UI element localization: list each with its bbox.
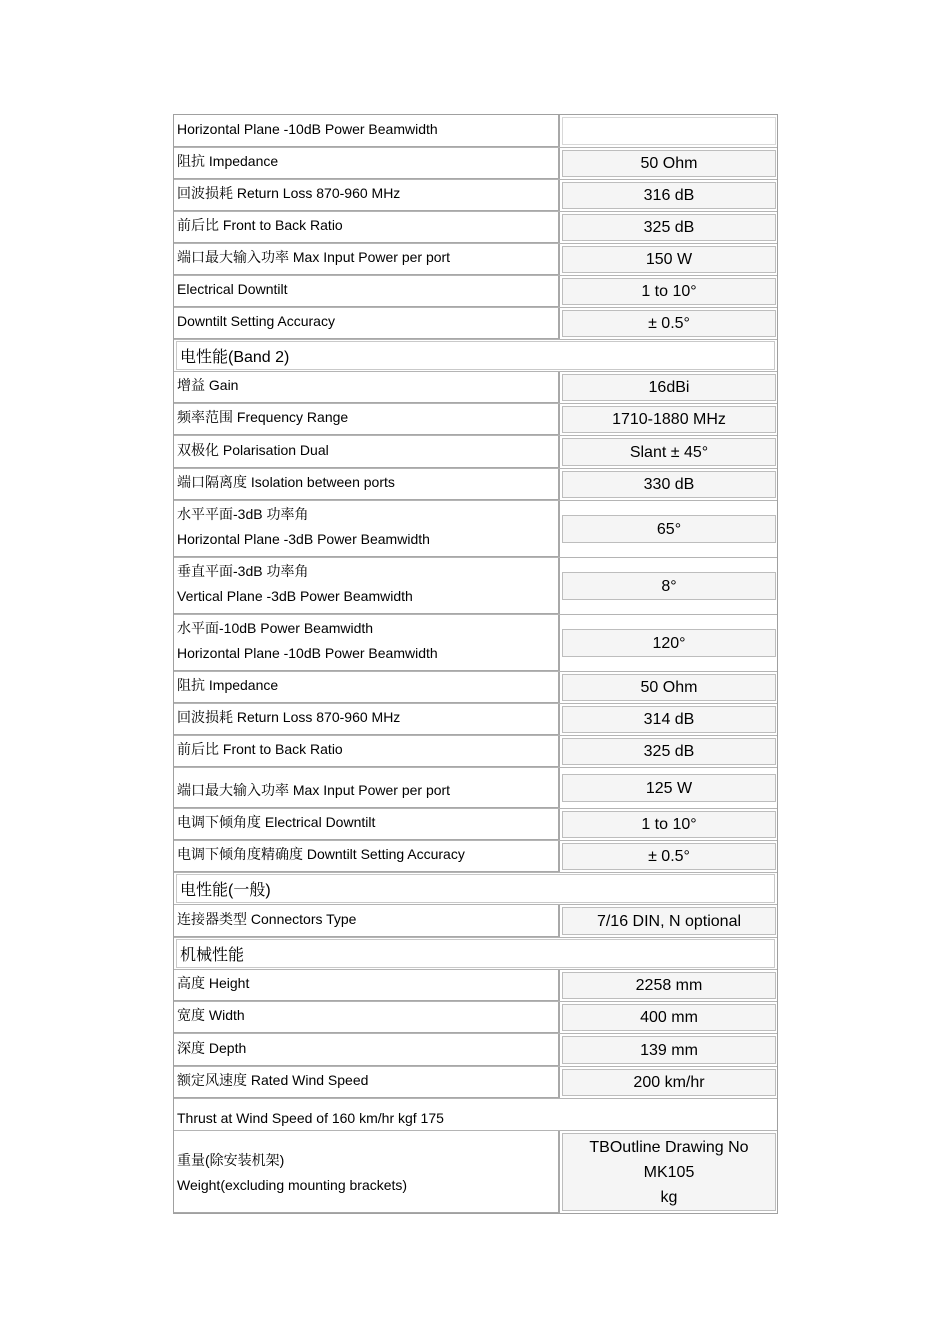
row-label: 增益 Gain [174,372,560,403]
section-title: 电性能(Band 2) [176,341,775,370]
table-row [174,905,777,938]
row-value: ± 0.5° [562,310,776,337]
row-label: 电调下倾角度精确度 Downtilt Setting Accuracy [174,841,560,872]
table-row [174,115,777,148]
value-line: TBOutline Drawing No [589,1138,749,1156]
value-line: kg [660,1188,678,1206]
row-value: 50 Ohm [562,674,776,701]
table-row [174,212,777,244]
row-value: 1 to 10° [562,811,776,838]
row-value: 200 km/hr [562,1069,776,1096]
row-value: 1710-1880 MHz [562,406,776,433]
row-label: 连接器类型 Connectors Type [174,905,560,937]
table-row [174,768,777,809]
table-row [174,244,777,276]
row-value [562,1133,776,1211]
table-row [174,469,777,501]
row-label-en: Vertical Plane -3dB Power Beamwidth [177,588,413,604]
row-value: 125 W [562,774,776,802]
row-value: 7/16 DIN, N optional [562,907,776,935]
row-label: 回波损耗 Return Loss 870-960 MHz [174,180,560,211]
row-value: 65° [562,515,776,543]
row-label: Horizontal Plane -10dB Power Beamwidth [174,115,560,147]
row-label: 前后比 Front to Back Ratio [174,212,560,243]
row-value: 400 mm [562,1004,776,1031]
row-value: 50 Ohm [562,150,776,177]
row-label: 宽度 Width [174,1002,560,1033]
row-value: 1 to 10° [562,278,776,305]
row-value: 2258 mm [562,972,776,999]
row-value: 325 dB [562,214,776,241]
table-row [174,436,777,469]
row-value: 8° [562,572,776,600]
section-row [174,873,777,905]
spec-table [173,114,778,1214]
row-value: 139 mm [562,1036,776,1064]
table-row [174,704,777,736]
row-value: 16dBi [562,374,776,401]
table-row [174,1067,777,1099]
row-label: 双极化 Polarisation Dual [174,436,560,468]
row-label: 高度 Height [174,970,560,1001]
table-row [174,615,777,672]
table-row [174,501,777,558]
row-label: 阻抗 Impedance [174,672,560,703]
row-value: Slant ± 45° [562,438,776,466]
row-label-cn: 水平平面-3dB 功率角 [177,506,309,522]
row-label: 端口最大输入功率 Max Input Power per port [174,244,560,275]
row-value: 330 dB [562,471,776,498]
section-row [174,340,777,372]
row-value: 314 dB [562,706,776,733]
row-value [562,117,776,145]
row-label-full: Thrust at Wind Speed of 160 km/hr kgf 175 [177,1110,444,1126]
row-label: 深度 Depth [174,1034,560,1066]
row-label: 前后比 Front to Back Ratio [174,736,560,767]
row-label: 回波损耗 Return Loss 870-960 MHz [174,704,560,735]
table-row [174,148,777,180]
row-label: 阻抗 Impedance [174,148,560,179]
row-label: 端口隔离度 Isolation between ports [174,469,560,500]
row-label: 端口最大输入功率 Max Input Power per port [174,768,560,808]
table-row [174,809,777,841]
table-row [174,841,777,873]
row-value: ± 0.5° [562,843,776,870]
table-row [174,970,777,1002]
row-label: Electrical Downtilt [174,276,560,307]
table-row [174,1034,777,1067]
row-label: 电调下倾角度 Electrical Downtilt [174,809,560,840]
row-label-en: Weight(excluding mounting brackets) [177,1176,408,1193]
table-row [174,1002,777,1034]
row-label: 额定风速度 Rated Wind Speed [174,1067,560,1098]
table-row [174,308,777,340]
table-row [174,404,777,436]
section-title: 电性能(一般) [176,874,775,903]
section-title: 机械性能 [176,939,775,968]
table-row [174,180,777,212]
table-row [174,1099,777,1131]
table-row [174,672,777,704]
row-label-en: Horizontal Plane -3dB Power Beamwidth [177,531,430,547]
row-label-cn: 水平面-10dB Power Beamwidth [177,620,374,636]
row-label-cn: 垂直平面-3dB 功率角 [177,563,309,579]
row-label-cn: 重量(除安装机架) [177,1151,285,1168]
row-label: Downtilt Setting Accuracy [174,308,560,339]
table-row [174,372,777,404]
value-line: MK105 [643,1163,695,1181]
table-row [174,1131,777,1213]
row-value: 316 dB [562,182,776,209]
row-value: 120° [562,629,776,657]
table-row [174,276,777,308]
row-label-en: Horizontal Plane -10dB Power Beamwidth [177,645,438,661]
table-row [174,558,777,615]
section-row [174,938,777,970]
row-value: 325 dB [562,738,776,765]
row-label: 频率范围 Frequency Range [174,404,560,435]
table-row [174,736,777,768]
row-value: 150 W [562,246,776,273]
